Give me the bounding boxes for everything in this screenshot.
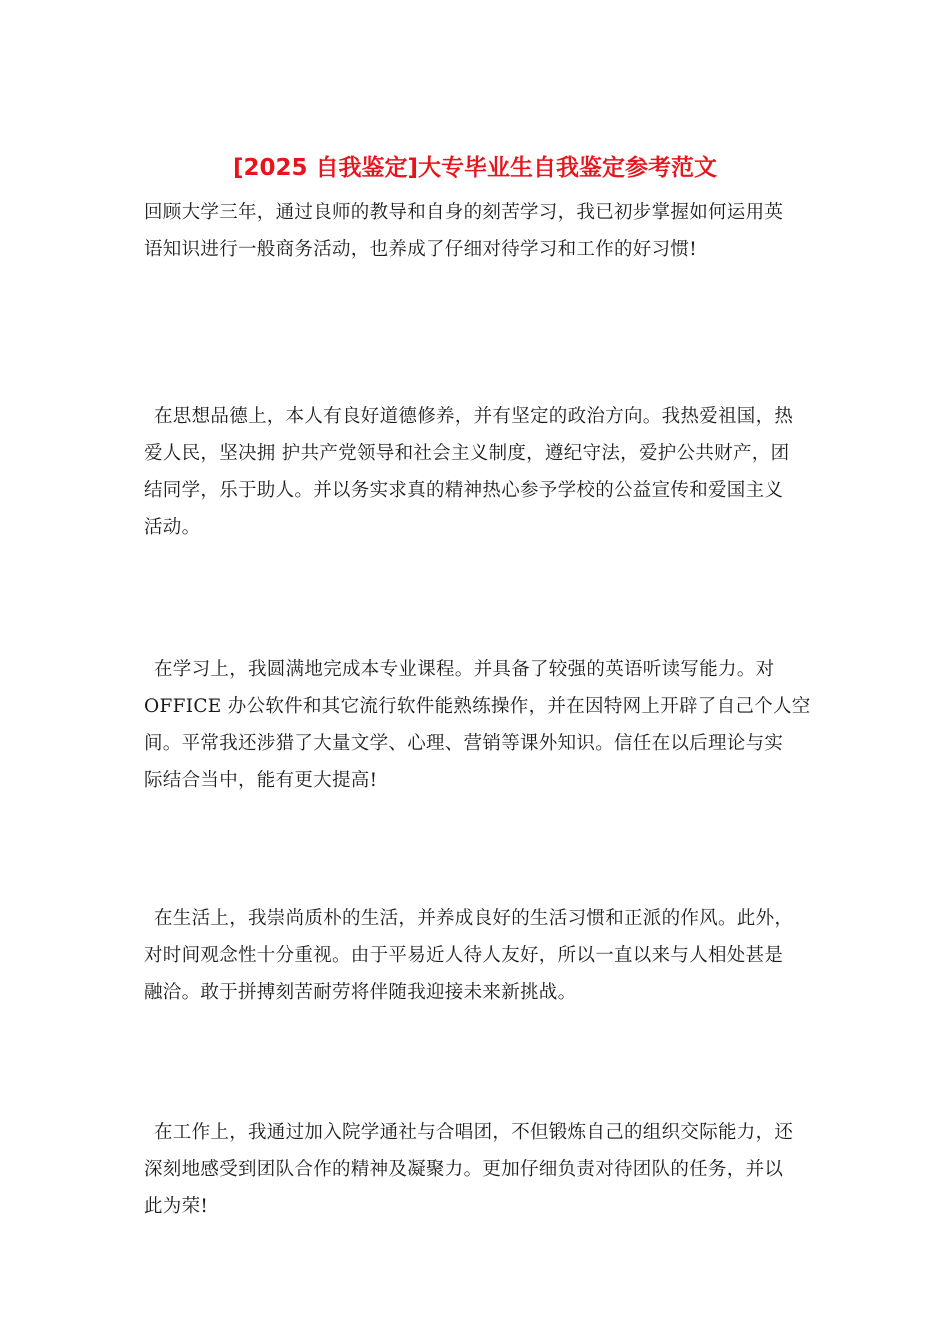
paragraph-line: 在生活上，我崇尚质朴的生活，并养成良好的生活习惯和正派的作风。此外，: [154, 908, 794, 929]
paragraph-line: 语知识进行一般商务活动，也养成了仔细对待学习和工作的好习惯!: [144, 239, 697, 260]
paragraph-line: 结同学，乐于助人。并以务实求真的精神热心参予学校的公益宣传和爱国主义: [144, 480, 784, 501]
paragraph-line: 对时间观念性十分重视。由于平易近人待人友好，所以一直以来与人相处甚是: [144, 945, 784, 966]
paragraph-intro: [144, 194, 812, 268]
paragraph-ideology: [144, 398, 812, 546]
paragraph-line: 在学习上，我圆满地完成本专业课程。并具备了较强的英语听读写能力。对: [154, 659, 775, 680]
paragraph-line: 间。平常我还涉猎了大量文学、心理、营销等课外知识。信任在以后理论与实: [144, 733, 784, 754]
paragraph-line: 在思想品德上，本人有良好道德修养，并有坚定的政治方向。我热爱祖国，热: [154, 406, 794, 427]
paragraph-line: 回顾大学三年，通过良师的教导和自身的刻苦学习，我已初步掌握如何运用英: [144, 202, 784, 223]
paragraph-line: 活动。: [144, 517, 201, 538]
paragraph-line: 在工作上，我通过加入院学通社与合唱团，不但锻炼自己的组织交际能力，还: [154, 1122, 794, 1143]
paragraph-line: 际结合当中，能有更大提高!: [144, 770, 378, 791]
paragraph-line: 深刻地感受到团队合作的精神及凝聚力。更加仔细负责对待团队的任务，并以: [144, 1159, 784, 1180]
paragraph-line: OFFICE 办公软件和其它流行软件能熟练操作，并在因特网上开辟了自己个人空: [144, 696, 811, 717]
document-title: [2025 自我鉴定]大专毕业生自我鉴定参考范文: [232, 155, 718, 181]
paragraph-work: [144, 1114, 812, 1225]
paragraph-line: 融洽。敢于拼搏刻苦耐劳将伴随我迎接未来新挑战。: [144, 982, 577, 1003]
paragraph-life: [144, 900, 812, 1011]
paragraph-study: [144, 651, 812, 799]
paragraph-line: 爱人民，坚决拥 护共产党领导和社会主义制度，遵纪守法，爱护公共财产，团: [144, 443, 790, 464]
paragraph-line: 此为荣!: [144, 1196, 209, 1217]
